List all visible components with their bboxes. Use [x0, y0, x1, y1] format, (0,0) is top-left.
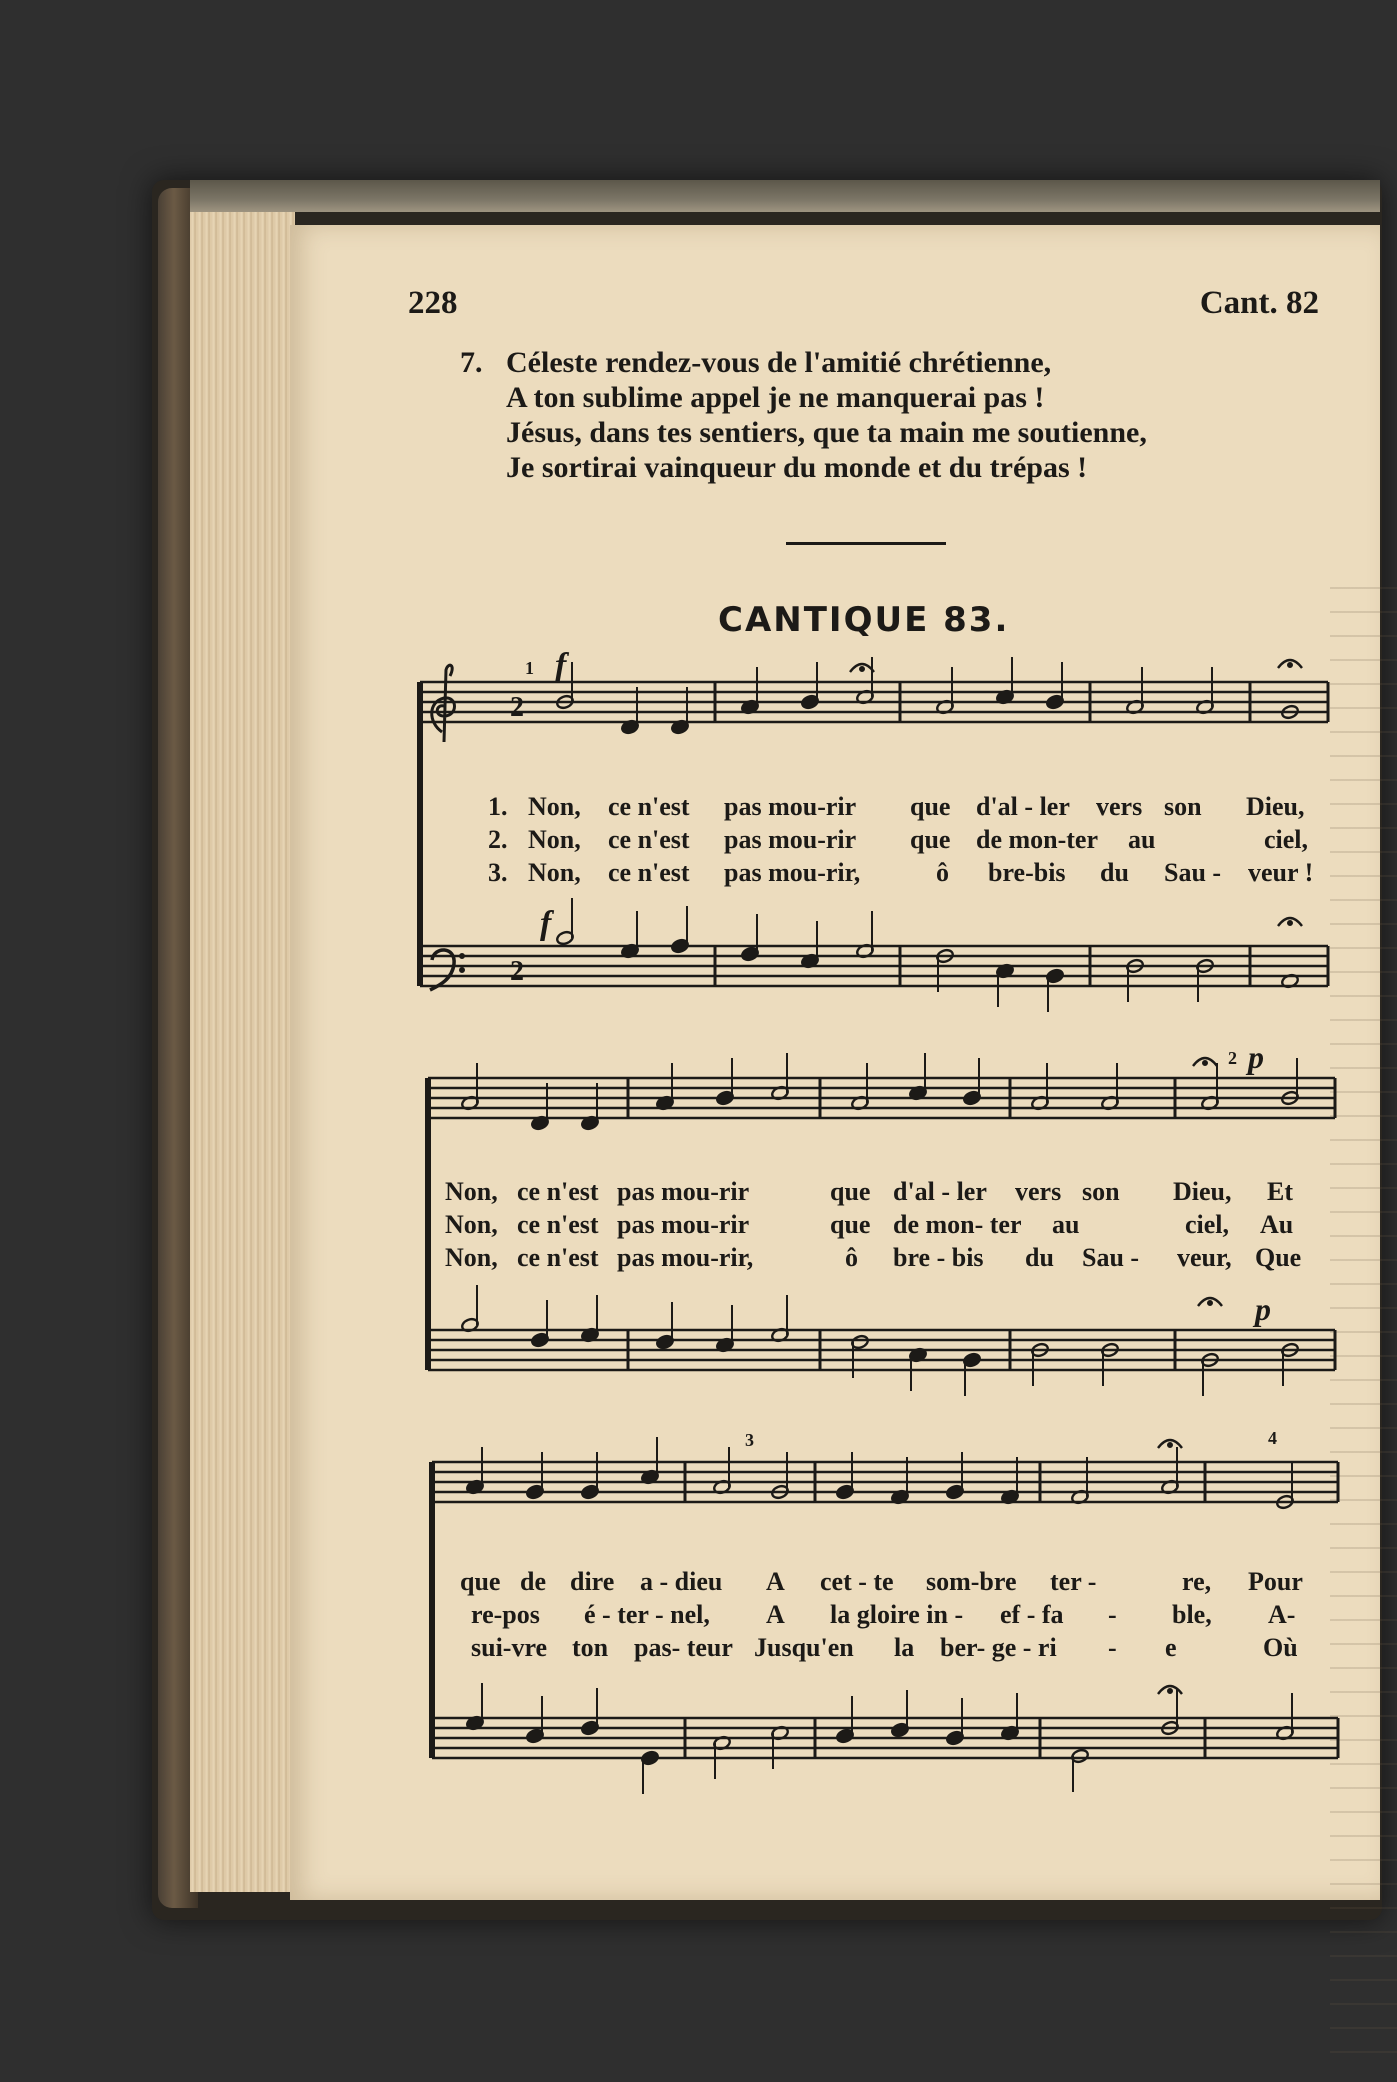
score-marking: 2: [1228, 1048, 1237, 1068]
fermata-dot: [1168, 1443, 1173, 1448]
verse-number: 7.: [460, 346, 483, 379]
score-marking: 2: [510, 692, 524, 723]
score-marking: f: [540, 905, 552, 942]
bass-clef-dot: [460, 968, 465, 973]
fermata-dot: [860, 667, 865, 672]
fermata-dot: [1203, 1061, 1208, 1066]
fermata-dot: [1168, 1689, 1173, 1694]
fermata-dot: [1288, 921, 1293, 926]
verse-line: A ton sublime appel je ne manquerai pas !: [506, 381, 1045, 414]
score-marking: p: [1255, 1291, 1271, 1327]
score-marking: 4: [1268, 1428, 1277, 1448]
treble-clef: [432, 665, 455, 742]
verse-line: 7. Céleste rendez-vous de l'amitié chrétienne,: [460, 346, 1052, 379]
score-marking: 2: [510, 956, 524, 987]
score-marking: f: [555, 647, 567, 684]
verse-line: Jésus, dans tes sentiers, que ta main me soutienne,: [506, 416, 1147, 449]
running-head: Cant. 82: [1199, 285, 1319, 321]
score-marking: 1: [525, 658, 534, 678]
page-number: 228: [408, 285, 458, 321]
score-marking: p: [1248, 1039, 1264, 1075]
score-marking: 3: [745, 1430, 754, 1450]
hymn-title: CANTIQUE 83.: [718, 600, 1010, 640]
bass-clef-dot: [460, 954, 465, 959]
fermata-dot: [1288, 663, 1293, 668]
verse-line: Je sortirai vainqueur du monde et du trépas !: [506, 451, 1088, 484]
fermata-dot: [1208, 1301, 1213, 1306]
